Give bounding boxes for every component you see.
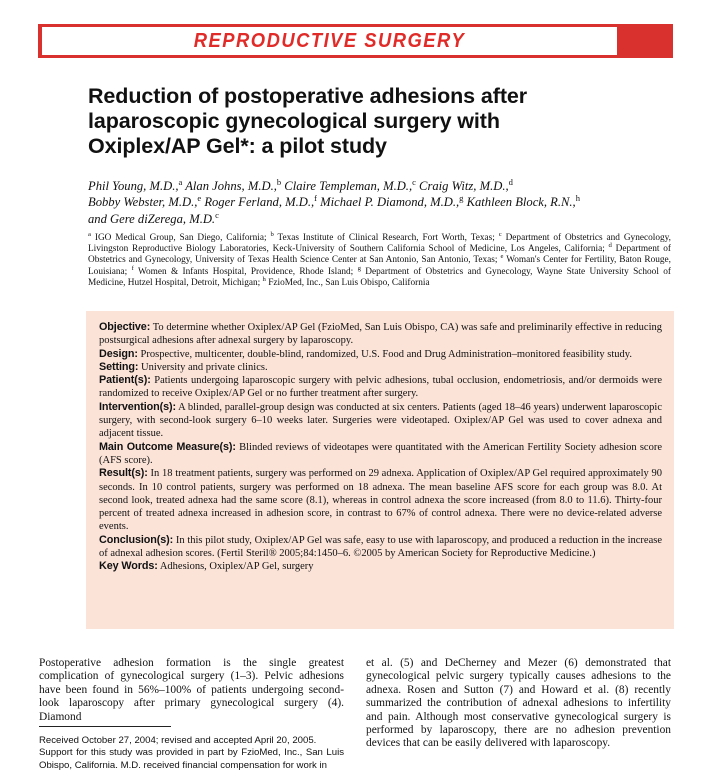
author-name: Bobby Webster, M.D.,	[88, 195, 198, 210]
article-title-line-3: Oxiplex/AP Gel*: a pilot study	[88, 134, 387, 158]
article-title-line-1: Reduction of postoperative adhesions after	[88, 84, 528, 108]
abstract-section-conclusions	[99, 534, 662, 561]
body-column-left	[39, 657, 344, 724]
affiliation-b: Texas Institute of Clinical Research, Fort Worth, Texas;	[273, 233, 499, 243]
author-affiliation-marker: e	[197, 193, 202, 204]
affiliation-d: Department of Obstetrics and Gynecology, University of Texas Health Science Center at San Antonio, San Antonio, Texas;	[88, 244, 671, 266]
affiliation-a: IGO Medical Group, San Diego, California;	[90, 233, 271, 243]
abstract-text-main-outcome-measures: Blinded reviews of videotapes were quantitated with the American Fertility Society adhesion score (AFS score).	[99, 441, 663, 466]
author-name: Alan Johns, M.D.,	[182, 179, 277, 193]
running-head-inner	[42, 27, 617, 55]
author-list	[88, 178, 678, 227]
article-title	[88, 84, 688, 159]
affiliation-g: Department of Obstetrics and Gynecology, Wayne State University School of Medicine, Hutzel Hospital, Detroit, Michigan;	[88, 266, 671, 288]
abstract-label-main-outcome-measures: Main Outcome Measure(s):	[99, 440, 236, 453]
affiliation-marker-g: g	[357, 264, 361, 272]
affiliation-c: Department of Obstetrics and Gynecology, Livingston Reproductive Biology Laboratories, Keck-University of Southern California School of Medicine, Los Angeles, California;	[88, 233, 671, 255]
author-affiliation-marker: b	[276, 176, 282, 187]
abstract-label-objective: Objective:	[99, 321, 151, 333]
author-name: Kathleen Block, R.N.,	[463, 195, 576, 210]
structured-abstract-box	[86, 311, 674, 629]
abstract-label-design: Design:	[99, 347, 138, 360]
abstract-text-setting: University and private clinics.	[138, 361, 268, 373]
affiliations-block	[88, 230, 672, 289]
running-head-banner	[38, 24, 673, 58]
author-line-1	[88, 178, 678, 194]
abstract-text-patients: Patients undergoing laparoscopic surgery with pelvic adhesions, tubal occlusion, endometriosis, and/or dermoids were randomized to receive Oxiplex/AP Gel or no further treatment after surgery.	[99, 375, 662, 400]
author-affiliation-marker: c	[215, 209, 219, 220]
affiliation-marker-e: e	[500, 253, 504, 261]
abstract-text-objective: To determine whether Oxiplex/AP Gel (FzioMed, San Luis Obispo, CA) was safe and preliminarily effective in reducing postsurgical adhesions after adnexal surgery by laparoscopy.	[99, 322, 662, 347]
abstract-label-setting: Setting:	[99, 360, 139, 373]
abstract-section-objective	[99, 321, 662, 348]
abstract-text-design: Prospective, multicenter, double-blind, randomized, U.S. Food and Drug Administration–monitored feasibility study.	[137, 348, 632, 360]
abstract-section-results	[99, 467, 662, 533]
abstract-section-patients	[99, 374, 662, 401]
abstract-label-interventions: Intervention(s):	[99, 400, 176, 413]
abstract-section-interventions	[99, 401, 662, 441]
body-column-right	[366, 657, 671, 751]
author-name: Phil Young, M.D.,	[88, 179, 179, 193]
affiliation-marker-h: h	[262, 275, 266, 283]
footnote-support-line: Support for this study was provided in part by FzioMed, Inc., San Luis Obispo, California. M.D. received financial compensation for work in	[39, 747, 344, 771]
affiliation-marker-c: c	[498, 230, 502, 238]
author-affiliation-marker: f	[314, 193, 318, 204]
affiliation-h: FzioMed, Inc., San Luis Obispo, California	[265, 277, 430, 288]
author-name: Michael P. Diamond, M.D.,	[317, 195, 460, 210]
author-affiliation-marker: h	[575, 193, 580, 204]
author-name: and Gere diZerega, M.D.	[88, 211, 216, 226]
author-name: Claire Templeman, M.D.,	[281, 179, 413, 193]
affiliation-marker-f: f	[131, 264, 134, 272]
author-line-3	[88, 211, 678, 227]
structured-abstract-content	[86, 311, 674, 582]
affiliation-marker-a: a	[88, 230, 91, 238]
abstract-text-interventions: A blinded, parallel-group design was conducted at six centers. Patients (aged 18–46 years) underwent laparoscopic surgery, with second-look surgery 6–10 weeks later. Surgeries were videotaped. Oxiplex/AP Gel was used to cover adnexa and adjacent tissue.	[99, 401, 662, 440]
footnote-divider	[39, 726, 171, 727]
abstract-section-setting	[99, 361, 662, 374]
abstract-section-design	[99, 348, 662, 361]
author-line-2	[88, 194, 678, 210]
body-paragraph-left: Postoperative adhesion formation is the single greatest complication of gynecological surgery (1–3). Pelvic adhesions have been found in 56%–100% of patients undergoing second-look laparoscopy after primary gynecological surgery (4). Diamond	[39, 657, 344, 723]
article-title-line-2: laparoscopic gynecological surgery with	[88, 109, 500, 133]
author-affiliation-marker: d	[508, 176, 513, 187]
body-paragraph-right: et al. (5) and DeCherney and Mezer (6) demonstrated that gynecological pelvic surgery typically causes adhesions to the adnexa. Rosen and Sutton (7) and Howard et al. (8) recently summarized the contribution of adnexal adhesions to infertility and pain. Although most conservative gynecological surgery is performed by laparoscopy, there are no adhesion prevention devices that can be easily delivered with laparoscopy.	[366, 657, 671, 750]
footnote-text	[39, 735, 344, 772]
footnote-received-line: Received October 27, 2004; revised and accepted April 20, 2005.	[39, 735, 317, 746]
abstract-section-main-outcome-measures	[99, 441, 662, 468]
keywords-text: Adhesions, Oxiplex/AP Gel, surgery	[157, 561, 314, 573]
abstract-text-results: In 18 treatment patients, surgery was performed on 29 adnexa. Application of Oxiplex/AP Gel required approximately 90 seconds. In 10 control patients, surgery was performed on 18 adnexa. The mean baseline AFS score for each group was 8.0. At second look, treated adnexa had the same score (8.1), whereas in control adnexa the score increased (from 8.0 to 11.6). Thirty-four percent of treated adnexa increased in adhesion score, in contrast to 67% of control adnexa. There were no device-related adverse events.	[99, 468, 662, 533]
author-affiliation-marker: c	[412, 176, 416, 187]
author-affiliation-marker: a	[178, 176, 183, 187]
keywords-label: Key Words:	[99, 560, 158, 573]
running-head-text: REPRODUCTIVE SURGERY	[193, 29, 466, 52]
affiliation-marker-b: b	[270, 230, 274, 238]
abstract-label-results: Result(s):	[99, 467, 148, 480]
abstract-label-conclusions: Conclusion(s):	[99, 533, 174, 546]
author-name: Craig Witz, M.D.,	[415, 179, 509, 193]
author-name: Roger Ferland, M.D.,	[201, 195, 315, 210]
abstract-label-patients: Patient(s):	[99, 374, 151, 387]
affiliation-marker-d: d	[608, 242, 612, 250]
footnote-block	[39, 726, 344, 772]
abstract-keywords	[99, 560, 662, 573]
author-affiliation-marker: g	[459, 193, 464, 204]
affiliation-e: Woman's Center for Fertility, Baton Rouge, Louisiana;	[88, 255, 672, 277]
abstract-text-conclusions: In this pilot study, Oxiplex/AP Gel was safe, easy to use with laparoscopy, and produced a reduction in the increase of adnexal adhesion scores. (Fertil Steril® 2005;84:1450–6. ©2005 by American Society for Reproductive Medicine.)	[99, 534, 662, 560]
affiliation-f: Women & Infants Hospital, Providence, Rhode Island;	[133, 266, 358, 277]
